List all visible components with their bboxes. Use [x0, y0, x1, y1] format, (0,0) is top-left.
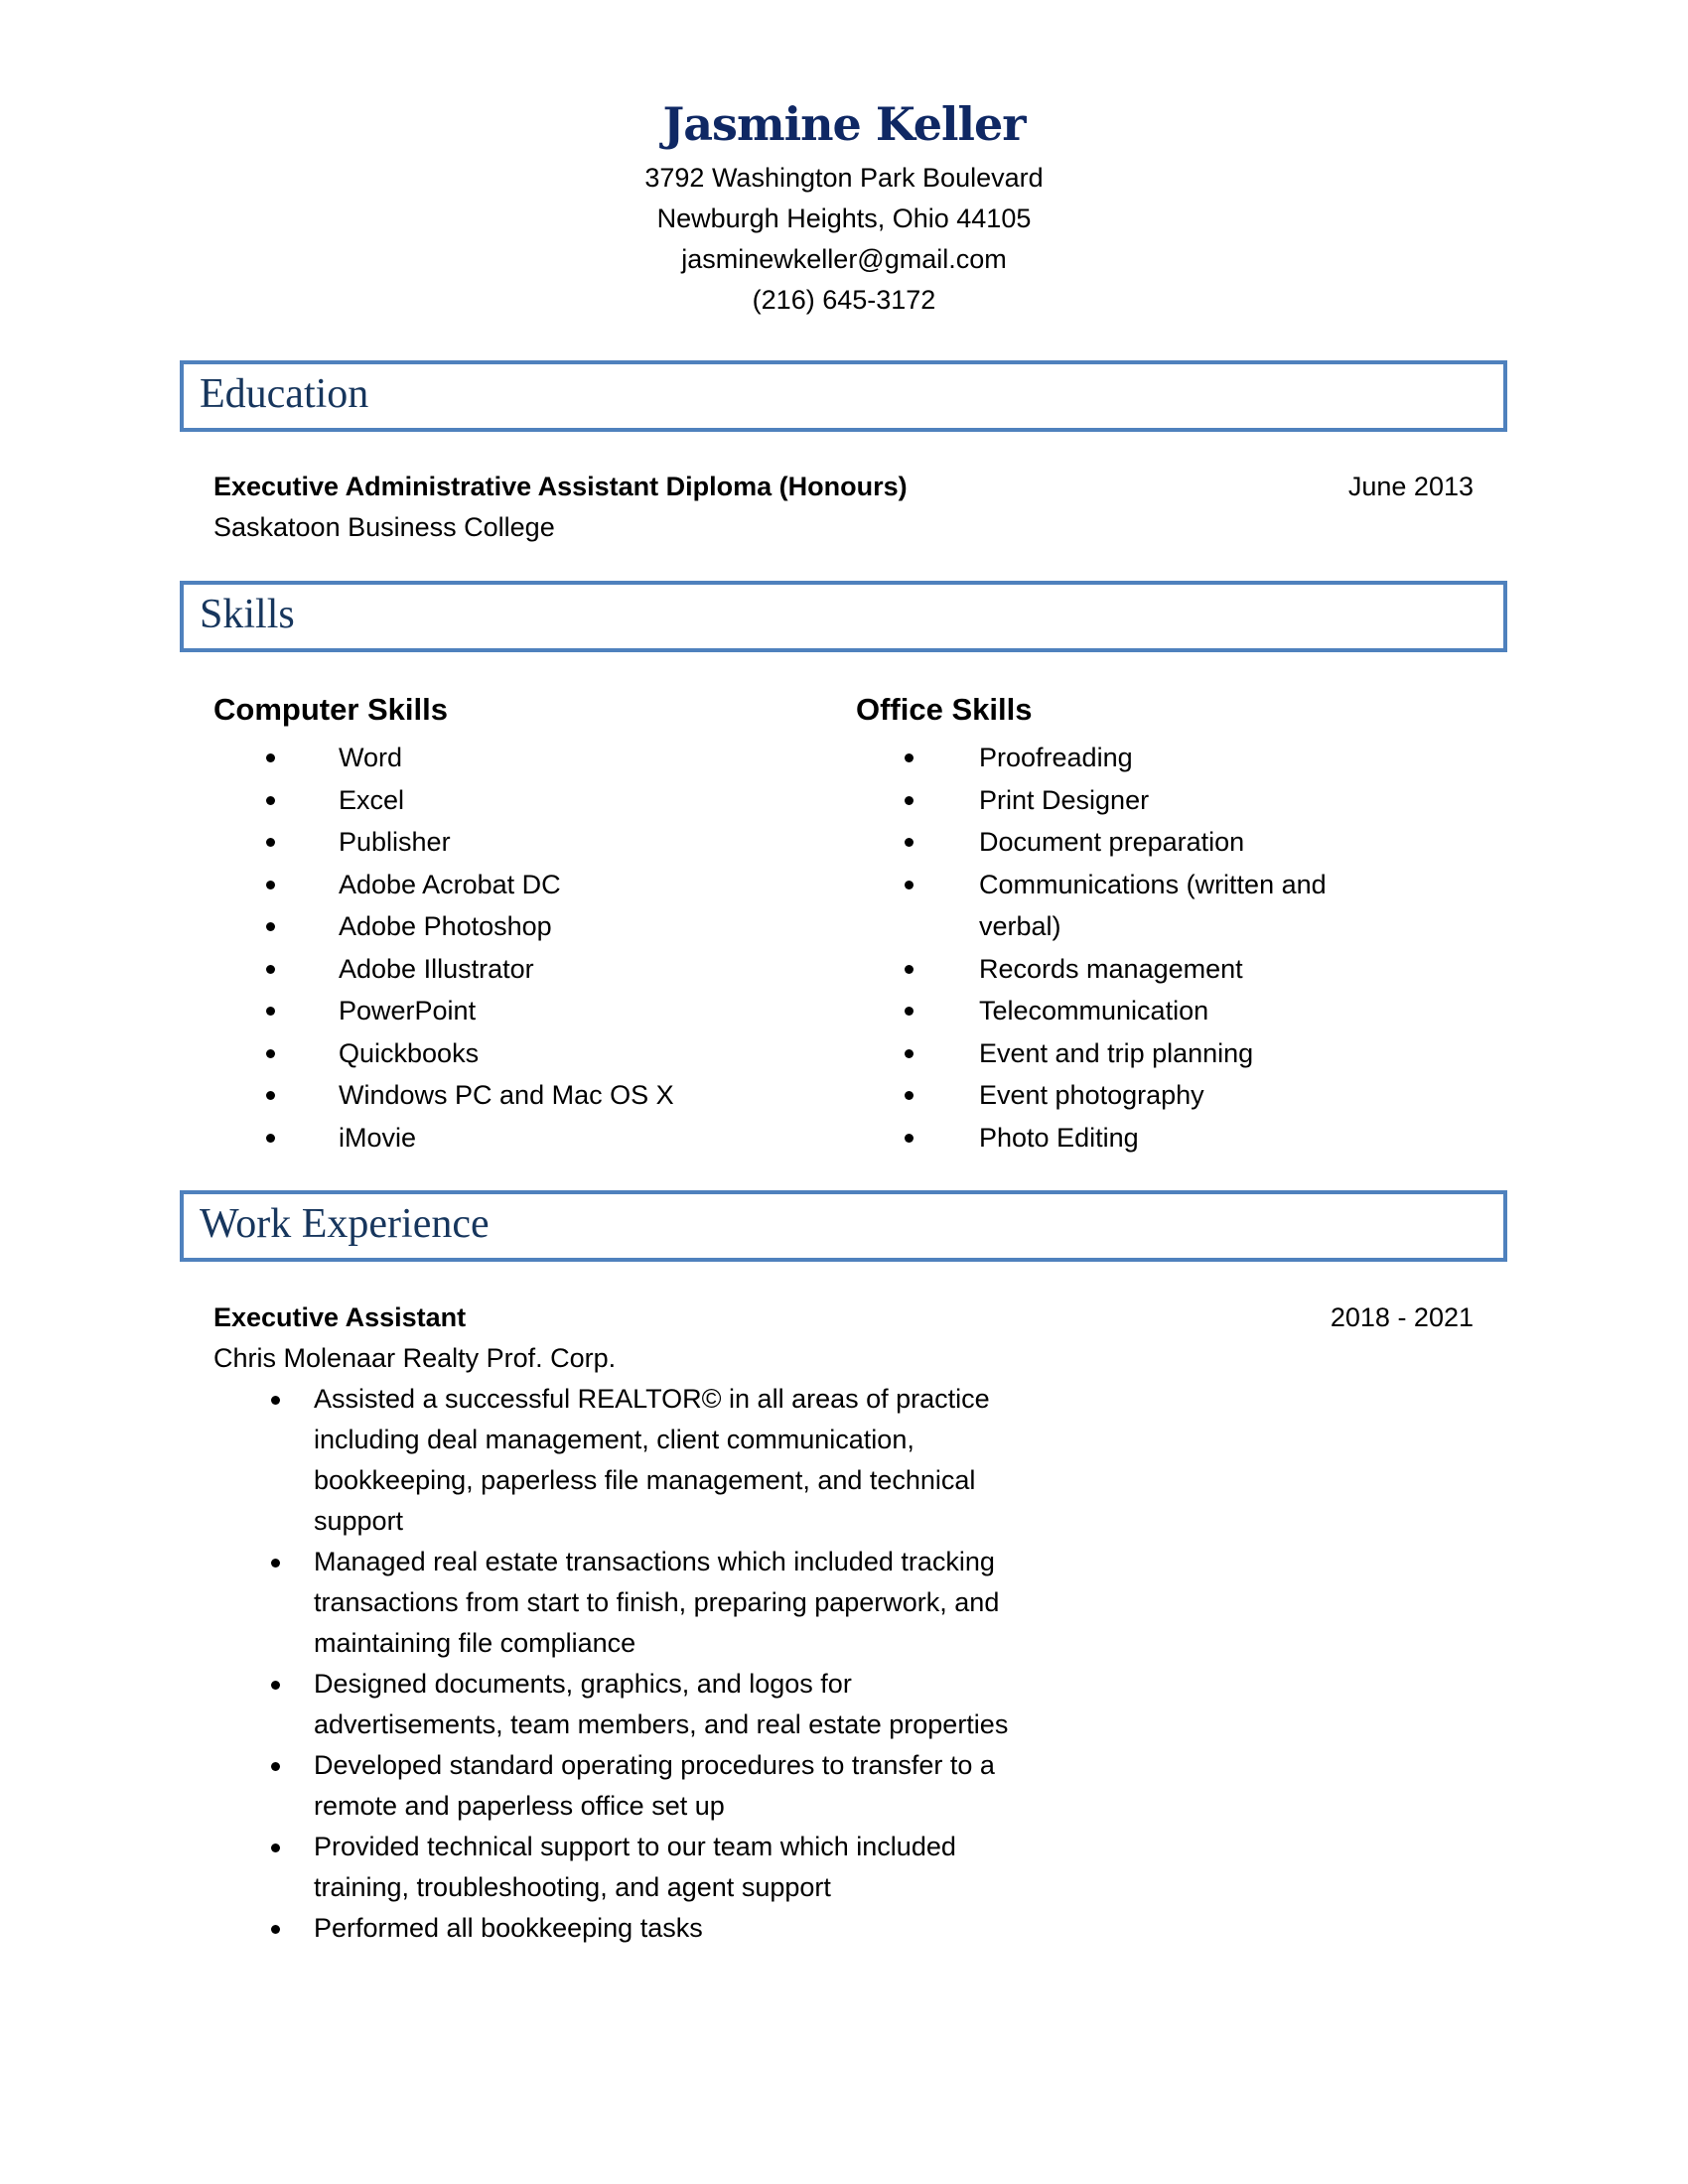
bullet-icon — [905, 1049, 914, 1058]
duty-line: training, troubleshooting, and agent support — [314, 1872, 831, 1902]
skill-label-line: Communications (written and — [979, 869, 1327, 899]
skill-label-line: verbal) — [979, 911, 1061, 941]
bullet-icon — [271, 1396, 280, 1405]
bullet-icon — [905, 753, 914, 762]
skill-label-line: Event and trip planning — [979, 1037, 1254, 1068]
skill-label: Adobe Acrobat DC — [339, 869, 561, 899]
list-item — [979, 737, 1327, 779]
bullet-icon — [905, 838, 914, 847]
list-item — [979, 1117, 1327, 1160]
job-duties-list — [314, 1379, 1008, 1949]
skill-label-line: Records management — [979, 953, 1243, 984]
duty-line: bookkeeping, paperless file management, and technical — [314, 1465, 976, 1495]
list-item — [314, 1379, 1008, 1542]
list-item — [979, 1074, 1327, 1117]
bullet-icon — [266, 796, 275, 805]
bullet-icon — [266, 753, 275, 762]
skill-label-line: Photo Editing — [979, 1122, 1139, 1153]
list-item — [339, 990, 674, 1032]
list-item — [339, 1032, 674, 1075]
duty-line: Assisted a successful REALTOR© in all areas of practice — [314, 1384, 990, 1414]
duty-line: including deal management, client communication, — [314, 1425, 914, 1454]
bullet-icon — [271, 1559, 280, 1568]
duty-line: transactions from start to finish, preparing paperwork, and — [314, 1587, 1000, 1617]
skill-label-line: Event photography — [979, 1080, 1204, 1110]
bullet-icon — [905, 1091, 914, 1100]
list-item — [339, 779, 674, 822]
list-item — [314, 1664, 1008, 1745]
skill-label: Windows PC and Mac OS X — [339, 1080, 674, 1110]
bullet-icon — [266, 922, 275, 931]
bullet-icon — [905, 796, 914, 805]
candidate-name: Jasmine Keller — [662, 97, 1026, 151]
list-item — [314, 1908, 1008, 1949]
address-line-2: Newburgh Heights, Ohio 44105 — [656, 204, 1032, 233]
bullet-icon — [266, 965, 275, 974]
list-item — [339, 864, 674, 906]
bullet-icon — [905, 1007, 914, 1016]
bullet-icon — [271, 1681, 280, 1690]
skill-label: iMovie — [339, 1122, 417, 1153]
education-section-header — [180, 360, 1507, 432]
skill-label-line: Telecommunication — [979, 996, 1209, 1025]
duty-line: Performed all bookkeeping tasks — [314, 1913, 703, 1943]
skill-label: Publisher — [339, 827, 451, 857]
computer-skills-list — [339, 737, 674, 1159]
duty-line: advertisements, team members, and real estate properties — [314, 1709, 1009, 1739]
job-title: Executive Assistant — [213, 1302, 467, 1332]
skill-label-line: Document preparation — [979, 827, 1245, 857]
computer-skills-title: Computer Skills — [213, 692, 448, 727]
skill-label: Adobe Illustrator — [339, 953, 534, 984]
bullet-icon — [905, 1134, 914, 1143]
duty-line: remote and paperless office set up — [314, 1791, 725, 1821]
duty-line: Developed standard operating procedures to transfer to a — [314, 1750, 995, 1780]
list-item — [339, 1074, 674, 1117]
office-skills-list — [979, 737, 1327, 1159]
bullet-icon — [266, 881, 275, 889]
duty-line: Designed documents, graphics, and logos for — [314, 1669, 852, 1699]
company-name: Chris Molenaar Realty Prof. Corp. — [213, 1343, 617, 1373]
skill-label: Adobe Photoshop — [339, 911, 552, 941]
work-section-header — [180, 1190, 1507, 1262]
list-item — [314, 1827, 1008, 1908]
education-degree: Executive Administrative Assistant Diploma (Honours) — [213, 472, 908, 501]
skill-label: Excel — [339, 784, 405, 815]
list-item — [314, 1542, 1008, 1664]
list-item — [979, 1032, 1327, 1075]
list-item — [979, 864, 1327, 948]
email: jasminewkeller@gmail.com — [681, 244, 1007, 274]
office-skills-title: Office Skills — [856, 692, 1033, 727]
skills-heading: Skills — [200, 592, 295, 637]
job-dates: 2018 - 2021 — [1330, 1302, 1474, 1332]
work-heading: Work Experience — [200, 1201, 490, 1247]
list-item — [339, 948, 674, 991]
bullet-icon — [266, 1049, 275, 1058]
address-line-1: 3792 Washington Park Boulevard — [644, 163, 1044, 193]
list-item — [979, 821, 1327, 864]
skill-label-line: Print Designer — [979, 784, 1150, 815]
list-item — [339, 737, 674, 779]
education-school: Saskatoon Business College — [213, 512, 555, 542]
list-item — [979, 948, 1327, 991]
duty-line: Provided technical support to our team which included — [314, 1832, 956, 1861]
bullet-icon — [266, 838, 275, 847]
skill-label: Quickbooks — [339, 1037, 480, 1068]
skill-label-line: Proofreading — [979, 743, 1133, 772]
duty-line: maintaining file compliance — [314, 1628, 636, 1658]
education-heading: Education — [200, 371, 369, 417]
bullet-icon — [271, 1843, 280, 1852]
list-item — [979, 779, 1327, 822]
list-item — [979, 990, 1327, 1032]
bullet-icon — [266, 1007, 275, 1016]
bullet-icon — [271, 1762, 280, 1771]
bullet-icon — [905, 881, 914, 889]
list-item — [339, 1117, 674, 1160]
bullet-icon — [271, 1925, 280, 1934]
skills-section-header — [180, 581, 1507, 652]
bullet-icon — [905, 965, 914, 974]
skill-label: PowerPoint — [339, 996, 477, 1025]
list-item — [339, 821, 674, 864]
education-date: June 2013 — [1347, 472, 1474, 501]
list-item — [339, 905, 674, 948]
contact-info — [0, 158, 1688, 321]
duty-line: Managed real estate transactions which included tracking — [314, 1547, 995, 1576]
bullet-icon — [266, 1091, 275, 1100]
skill-label: Word — [339, 743, 403, 772]
bullet-icon — [266, 1134, 275, 1143]
list-item — [314, 1745, 1008, 1827]
phone: (216) 645-3172 — [752, 285, 936, 315]
duty-line: support — [314, 1506, 404, 1536]
